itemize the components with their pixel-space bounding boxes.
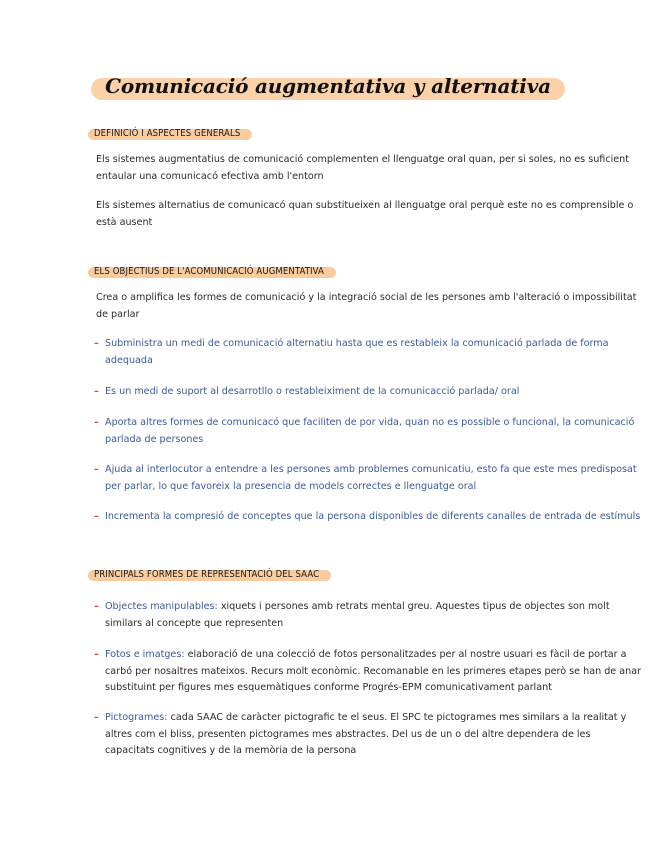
- list-item: – Incrementa la compresió de conceptes que la persona disponibles de diferents canalles de entrada de estímuls: [94, 509, 642, 526]
- term-label: Pictogrames:: [105, 712, 168, 723]
- section-heading-representation: PRINCIPALS FORMES DE REPRESENTACIÓ DEL SAAC: [90, 568, 327, 581]
- dash-icon: –: [94, 464, 99, 475]
- dash-icon: –: [94, 417, 99, 428]
- paragraph-augmentative: Els sistemes augmentatius de comunicació complementen el llenguatge oral quan, per si soles, no es suficient entaular una comunicacó efectiva amb l'entorn: [96, 154, 630, 182]
- list-item: – Ajuda al interlocutor a entendre a les persones amb problemes comunicatiu, esto fa que este mes predisposat per parlar, lo que favoreix la presencia de models correctes e llenguatge oral: [94, 464, 637, 492]
- dash-icon: –: [94, 712, 99, 723]
- section-heading-objectives: ELS OBJECTIUS DE L'ACOMUNICACIÓ AUGMENTATIVA: [90, 265, 332, 278]
- paragraph-alternative: Els sistemes alternatius de comunicacó quan substitueixen al llenguatge oral perquè este no es comprensible o està ausent: [96, 200, 634, 228]
- paragraph-objectives-intro: Crea o amplifica les formes de comunicació y la integració social de les persones amb l'alteració o impossibilitat de parlar: [96, 292, 637, 320]
- dash-icon: –: [94, 338, 99, 349]
- list-item: – Objectes manipulables: xiquets i persones amb retrats mental greu. Aquestes tipus de objectes son molt similars al concepte que representen: [94, 601, 610, 629]
- dash-icon: –: [94, 649, 99, 660]
- dash-icon: –: [94, 511, 99, 522]
- list-item: – Pictogrames: cada SAAC de caràcter pictografic te el seus. El SPC te pictogrames mes similars a la realitat y altres com el bliss, presenten pictogrames mes abstractes. Del us de un o del altre dependera de les capacitats cognitives y de la memòria de la persona: [94, 712, 627, 756]
- list-item: – Fotos e imatges: elaboració de una colecció de fotos personalitzades per al nostre usuari es fàcil de portar a carbó per nosaltres mateixos. Recurs molt econòmic. Recomanable en les primeres etapes però se han de anar substituint per figures mes esquemàtiques conforme Progrés-EPM comunicativament parlant: [94, 649, 642, 693]
- dash-icon: –: [94, 601, 99, 612]
- list-item: – Es un medi de suport al desarrotllo o restableiximent de la comunicacció parlada/ oral: [94, 384, 642, 401]
- title-container: [0, 70, 656, 102]
- term-label: Objectes manipulables:: [105, 601, 218, 612]
- section-heading-definition: DEFINICIÓ I ASPECTES GENERALS: [90, 127, 248, 140]
- list-item: – Subministra un medi de comunicació alternatiu hasta que es restableix la comunicació parlada de forma adequada: [94, 338, 609, 366]
- term-label: Fotos e imatges:: [105, 649, 185, 660]
- dash-icon: –: [94, 386, 99, 397]
- list-item: – Aporta altres formes de comunicacó que faciliten de por vida, quan no es possible o funcional, la comunicació parlada de persones: [94, 417, 635, 445]
- page-title: Comunicació augmentativa y alternativa: [91, 70, 565, 102]
